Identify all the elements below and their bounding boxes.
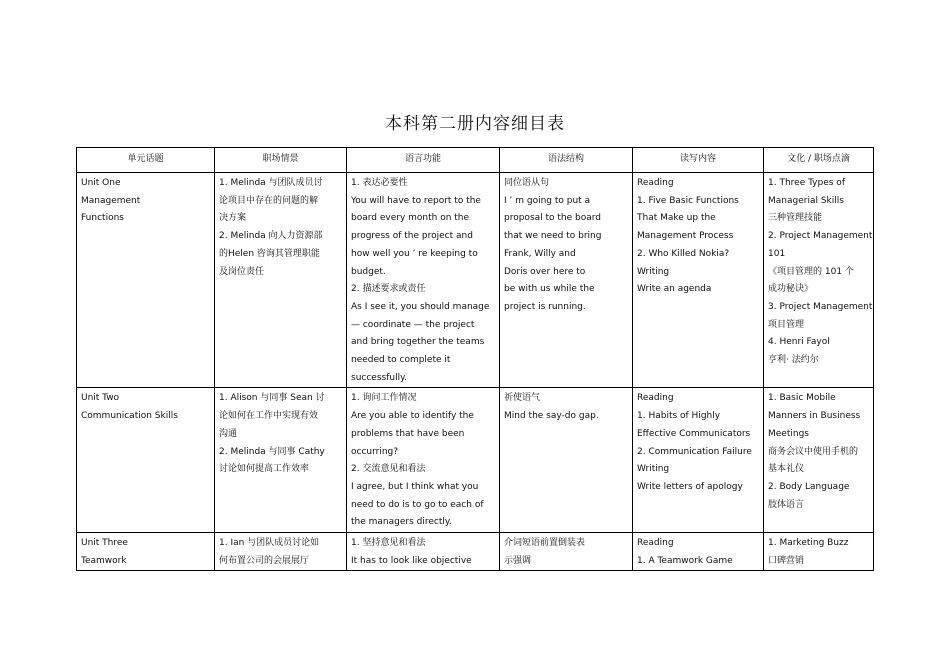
cell-line: Reading <box>637 393 674 404</box>
cell-line: 1. 坚持意见和看法 <box>351 538 426 549</box>
cell-line: 1. 询问工作情况 <box>351 393 417 404</box>
table-cell <box>215 533 347 571</box>
cell-line: Functions <box>81 213 124 224</box>
cell-line: 2. Project Management <box>768 231 873 242</box>
table-row <box>77 388 874 533</box>
cell-line: 何布置公司的会展展厅 <box>219 555 310 566</box>
table-cell <box>347 173 500 388</box>
cell-line: problems that have been <box>351 428 465 439</box>
cell-line: Write an agenda <box>637 284 712 295</box>
cell-line: Unit Two <box>81 393 120 404</box>
cell-line: 成功秘诀》 <box>768 284 814 295</box>
cell-line: Unit One <box>81 178 121 188</box>
cell-line: 决方案 <box>219 213 247 224</box>
header-unit-topic: 单元话题 <box>77 148 215 173</box>
cell-line: 1. Melinda 与团队成员讨 <box>219 178 323 188</box>
cell-line: 1. Five Basic Functions <box>637 195 739 206</box>
cell-line: 的Helen 咨询其管理职能 <box>219 248 320 259</box>
cell-line: Teamwork <box>81 555 127 566</box>
table-cell <box>633 533 764 571</box>
cell-line: I ’ m going to put a <box>504 195 591 206</box>
cell-line: 论项目中存在的问题的解 <box>219 195 319 206</box>
cell-line: successfully. <box>351 372 407 383</box>
header-workplace-scenario: 职场情景 <box>215 148 347 173</box>
cell-line: Reading <box>637 538 674 549</box>
table-row <box>77 533 874 571</box>
cell-line: 商务会议中使用手机的 <box>768 446 859 457</box>
cell-line: board every month on the <box>351 213 470 224</box>
cell-line: 1. Habits of Highly <box>637 411 721 422</box>
cell-line: occurring? <box>351 446 399 457</box>
cell-line: 1. Marketing Buzz <box>768 538 849 549</box>
cell-line: Communication Skills <box>81 411 178 422</box>
content-table <box>76 147 874 571</box>
cell-line: Management Process <box>637 231 734 242</box>
header-language-function: 语言功能 <box>347 148 500 173</box>
cell-line: Effective Communicators <box>637 428 751 439</box>
header-reading-writing: 读写内容 <box>633 148 764 173</box>
cell-line: Frank, Willy and <box>504 248 576 259</box>
table-cell <box>633 388 764 533</box>
cell-line: that we need to bring <box>504 231 602 242</box>
cell-line: 1. Alison 与同事 Sean 讨 <box>219 393 325 404</box>
cell-line: It has to look like objective <box>351 555 472 566</box>
cell-line: Manners in Business <box>768 411 861 422</box>
cell-line: Are you able to identify the <box>351 411 474 422</box>
table-cell <box>77 388 215 533</box>
table-row <box>77 173 874 388</box>
cell-line: 介词短语前置倒装表 <box>504 538 586 549</box>
cell-line: 及岗位责任 <box>219 266 265 277</box>
table-cell <box>764 533 874 571</box>
cell-line: progress of the project and <box>351 231 473 242</box>
cell-line: 口碑营销 <box>768 555 805 566</box>
cell-line: 4. Henri Fayol <box>768 337 830 348</box>
cell-line: 论如何在工作中实现有效 <box>219 411 319 422</box>
table-cell <box>77 533 215 571</box>
table-cell <box>500 173 633 388</box>
cell-line: 2. Melinda 向人力资源部 <box>219 231 323 242</box>
cell-line: the managers directly. <box>351 517 452 528</box>
table-cell <box>347 388 500 533</box>
cell-line: Doris over here to <box>504 266 586 277</box>
cell-line: 1. Three Types of <box>768 178 845 188</box>
cell-line: 2. Melinda 与同事 Cathy <box>219 446 325 457</box>
cell-line: need to do is to go to each of <box>351 499 484 510</box>
cell-line: Unit Three <box>81 538 128 549</box>
table-cell <box>633 173 764 388</box>
cell-line: 2. Communication Failure <box>637 446 752 457</box>
cell-line: 1. Basic Mobile <box>768 393 836 404</box>
cell-line: 1. A Teamwork Game <box>637 555 733 566</box>
cell-line: proposal to the board <box>504 213 602 224</box>
cell-line: and bring together the teams <box>351 337 485 348</box>
table-cell <box>764 173 874 388</box>
cell-line: 1. Ian 与团队成员讨论如 <box>219 538 320 549</box>
cell-line: Managerial Skills <box>768 195 844 206</box>
table-cell <box>347 533 500 571</box>
header-grammar: 语法结构 <box>500 148 633 173</box>
cell-line: 讨论如何提高工作效率 <box>219 464 310 475</box>
cell-line: 2. Body Language <box>768 481 850 492</box>
table-cell <box>500 533 633 571</box>
cell-line: 2. 交流意见和看法 <box>351 464 426 475</box>
cell-line: Meetings <box>768 428 809 439</box>
cell-line: That Make up the <box>637 213 716 224</box>
header-culture: 文化 / 职场点滴 <box>764 148 874 173</box>
table-cell <box>215 173 347 388</box>
table-cell <box>500 388 633 533</box>
cell-line: 《项目管理的 101 个 <box>768 266 854 277</box>
cell-line: Management <box>81 195 141 206</box>
table-cell <box>77 173 215 388</box>
table-cell <box>215 388 347 533</box>
cell-line: budget. <box>351 266 386 277</box>
cell-line: 祈使语气 <box>504 393 541 404</box>
cell-line: 1. 表达必要性 <box>351 178 408 188</box>
cell-line: project is running. <box>504 301 586 312</box>
cell-line: 三种管理技能 <box>768 213 823 224</box>
document-title: 本科第二册内容细目表 <box>385 114 565 134</box>
cell-line: I agree, but I think what you <box>351 481 479 492</box>
header-row <box>77 148 874 173</box>
cell-line: 3. Project Management <box>768 301 873 312</box>
cell-line: Reading <box>637 178 674 188</box>
cell-line: Write letters of apology <box>637 481 743 492</box>
cell-line: As I see it, you should manage <box>351 301 490 312</box>
table-cell <box>764 388 874 533</box>
cell-line: 同位语从句 <box>504 178 550 188</box>
cell-line: needed to complete it <box>351 355 451 366</box>
cell-line: 亨利· 法约尔 <box>768 355 819 366</box>
cell-line: 2. Who Killed Nokia? <box>637 248 730 259</box>
cell-line: 项目管理 <box>768 319 805 330</box>
cell-line: 基本礼仪 <box>768 464 805 475</box>
cell-line: 示强调 <box>504 555 532 566</box>
cell-line: 2. 描述要求或责任 <box>351 284 426 295</box>
cell-line: how well you ’ re keeping to <box>351 248 478 259</box>
cell-line: Writing <box>637 266 670 277</box>
cell-line: — coordinate — the project <box>351 319 475 330</box>
cell-line: Writing <box>637 464 670 475</box>
cell-line: You will have to report to the <box>351 195 481 206</box>
cell-line: 101 <box>768 248 786 259</box>
cell-line: be with us while the <box>504 284 595 295</box>
cell-line: 沟通 <box>219 428 238 439</box>
cell-line: 肢体语言 <box>768 499 805 510</box>
cell-line: Mind the say-do gap. <box>504 411 599 422</box>
